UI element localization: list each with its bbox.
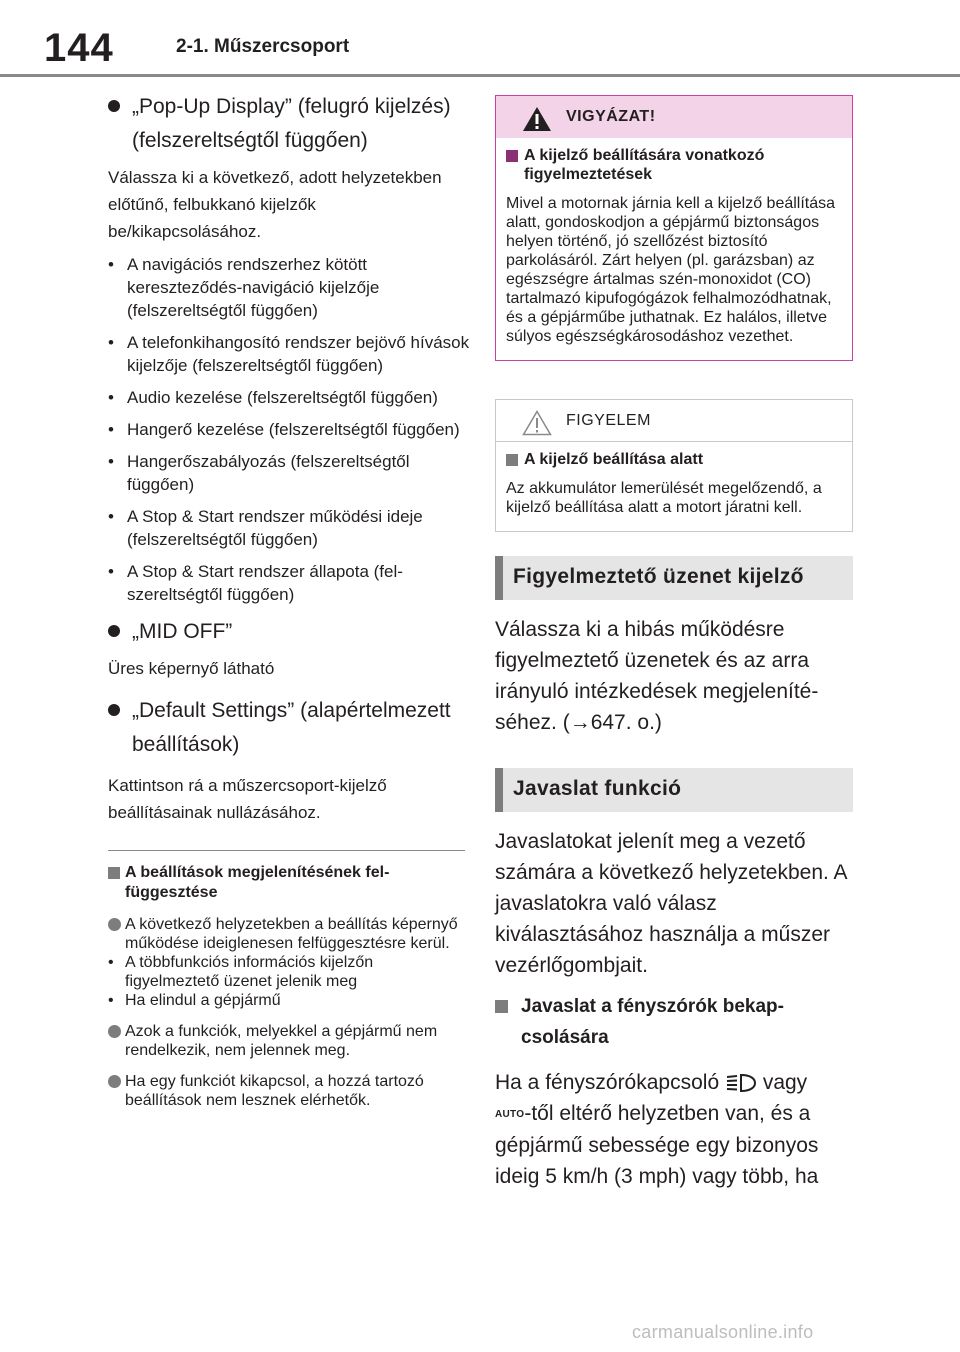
headlight-suggestion-heading: Javaslat a fényszórók bekapcsolására (495, 991, 853, 1053)
bullet-dot-icon (108, 625, 120, 637)
page-header (0, 0, 960, 80)
notice-body (496, 442, 852, 531)
suggestion-text: Javaslatokat jelenít meg a vezető számára a következő helyzetekben. A javaslatokra való válasz kiválasztásához használja a műszer vezérlőgombjait. (495, 830, 847, 977)
left-column (108, 86, 470, 1110)
square-bullet-icon (506, 150, 518, 162)
list-item: • A többfunkciós információs kijelzőn figyelmeztető üzenet jelenik meg (108, 954, 374, 990)
list-item: • A telefonkihangosító rendszer bejövő hívások kijelzője (felszereltségtől függően) (108, 333, 470, 375)
bullet-dot-icon (108, 704, 120, 716)
square-bullet-icon (495, 1000, 508, 1013)
list-item: • A navigációs rendszerhez kötött kereszteződés-navigáció kijelzője (felszereltségtől függően) (108, 255, 380, 320)
circle-bullet-icon (108, 1025, 121, 1038)
notice-header (496, 400, 852, 442)
list-item: • Hangerőszabályozás (felszereltségtől függően) (108, 452, 410, 494)
square-bullet-icon (108, 867, 120, 879)
list-item: • Audio kezelése (felszereltségtől függően) (108, 388, 438, 407)
banner-title: Figyelmeztető üzenet kijelző (513, 565, 804, 588)
header-divider (0, 74, 960, 77)
headlight-icon (725, 1072, 757, 1094)
notice-triangle-icon (522, 410, 552, 436)
note-item: Ha egy funkciót kikapcsol, a hozzá tartozó beállítások nem lesznek elérhetők. (108, 1072, 470, 1110)
notice-subheading: A kijelző beállítása alatt (506, 450, 842, 469)
circle-bullet-icon (108, 918, 121, 931)
banner-title: Javaslat funkció (513, 777, 682, 800)
warning-triangle-icon (522, 106, 552, 132)
popup-display-text: Válassza ki a következő, adott helyzetekben előtűnő, felbukkanó kijelzők be/kikapcsolásához. (108, 168, 442, 241)
bullet-dot-icon (108, 100, 120, 112)
warning-message-text: Válassza ki a hibás működésre figyelmeztető üzenetek és az arra irányuló intézkedések megjelenítéséhez. (→647. o.) (495, 618, 819, 734)
suggestion-banner (495, 768, 853, 812)
caution-title: VIGYÁZAT! (566, 108, 656, 125)
note-divider (108, 850, 465, 851)
caution-body (496, 138, 852, 360)
popup-bullet-list (108, 253, 470, 606)
watermark: carmanualsonline.info (632, 1322, 814, 1342)
popup-display-heading: „Pop-Up Display” (felugró kijelzés) (felszereltségtől függően) (108, 90, 470, 158)
default-settings-text: Kattintson rá a műszercsoport-kijelző beállításainak nullázásához. (108, 776, 387, 822)
headlight-suggestion-text: Ha a fényszórókapcsoló vagy AUTO-től eltérő helyzetben van, és a gépjármű sebessége egy bizonyos ideig 5 km/h (3 mph) vagy több, ha (495, 1071, 819, 1188)
note-item: Azok a funkciók, melyekkel a gépjármű nem rendelkezik, nem jelennek meg. (108, 1022, 470, 1060)
page-number: 144 (44, 26, 114, 70)
caution-subheading: A kijelző beállítására vonatkozó figyelmeztetések (506, 146, 842, 184)
note-title: A beállítások megjelenítésének felfüggesztése (108, 863, 470, 903)
section-title: 2-1. Műszercsoport (176, 36, 350, 57)
caution-box (495, 95, 853, 361)
caution-text: Mivel a motornak járnia kell a kijelző beállítása alatt, gondoskodjon a gépjármű biztonságos helyen történő, jó szellőzést biztosító parkolásáról. Zárt helyen (pl. garázsban) az egészségre ártalmas szén-monoxidot (CO) tartalmazó kipufogógázok felhalmozódhatnak, és a gépjárműbe juthatnak. Ez halálos, illetve súlyos egészségkárosodáshoz vezethet. (506, 195, 836, 345)
caution-header (496, 96, 852, 138)
notice-box (495, 399, 853, 532)
circle-bullet-icon (108, 1075, 121, 1088)
note-item: A következő helyzetekben a beállítás képernyő működése ideiglenesen felfüggesztésre kerül. (108, 915, 470, 953)
default-settings-heading: „Default Settings” (alapértelmezett beállítások) (108, 694, 470, 762)
list-item: • A Stop & Start rendszer állapota (felszereltségtől függően) (108, 562, 403, 604)
notice-text: Az akkumulátor lemerülését megelőzendő, a kijelző beállítása alatt a motort járatni kell. (506, 480, 822, 516)
list-item: • Hangerő kezelése (felszereltségtől függően) (108, 420, 460, 439)
auto-label: AUTO (495, 1108, 525, 1120)
square-bullet-icon (506, 454, 518, 466)
list-item: • Ha elindul a gépjármű (108, 992, 281, 1009)
warning-message-banner (495, 556, 853, 600)
list-item: • A Stop & Start rendszer működési ideje (felszereltségtől függően) (108, 507, 423, 549)
mid-off-text: Üres képernyő látható (108, 659, 275, 678)
mid-off-heading: „MID OFF” (108, 615, 470, 649)
notice-title: FIGYELEM (566, 412, 651, 429)
right-column (495, 95, 853, 1192)
